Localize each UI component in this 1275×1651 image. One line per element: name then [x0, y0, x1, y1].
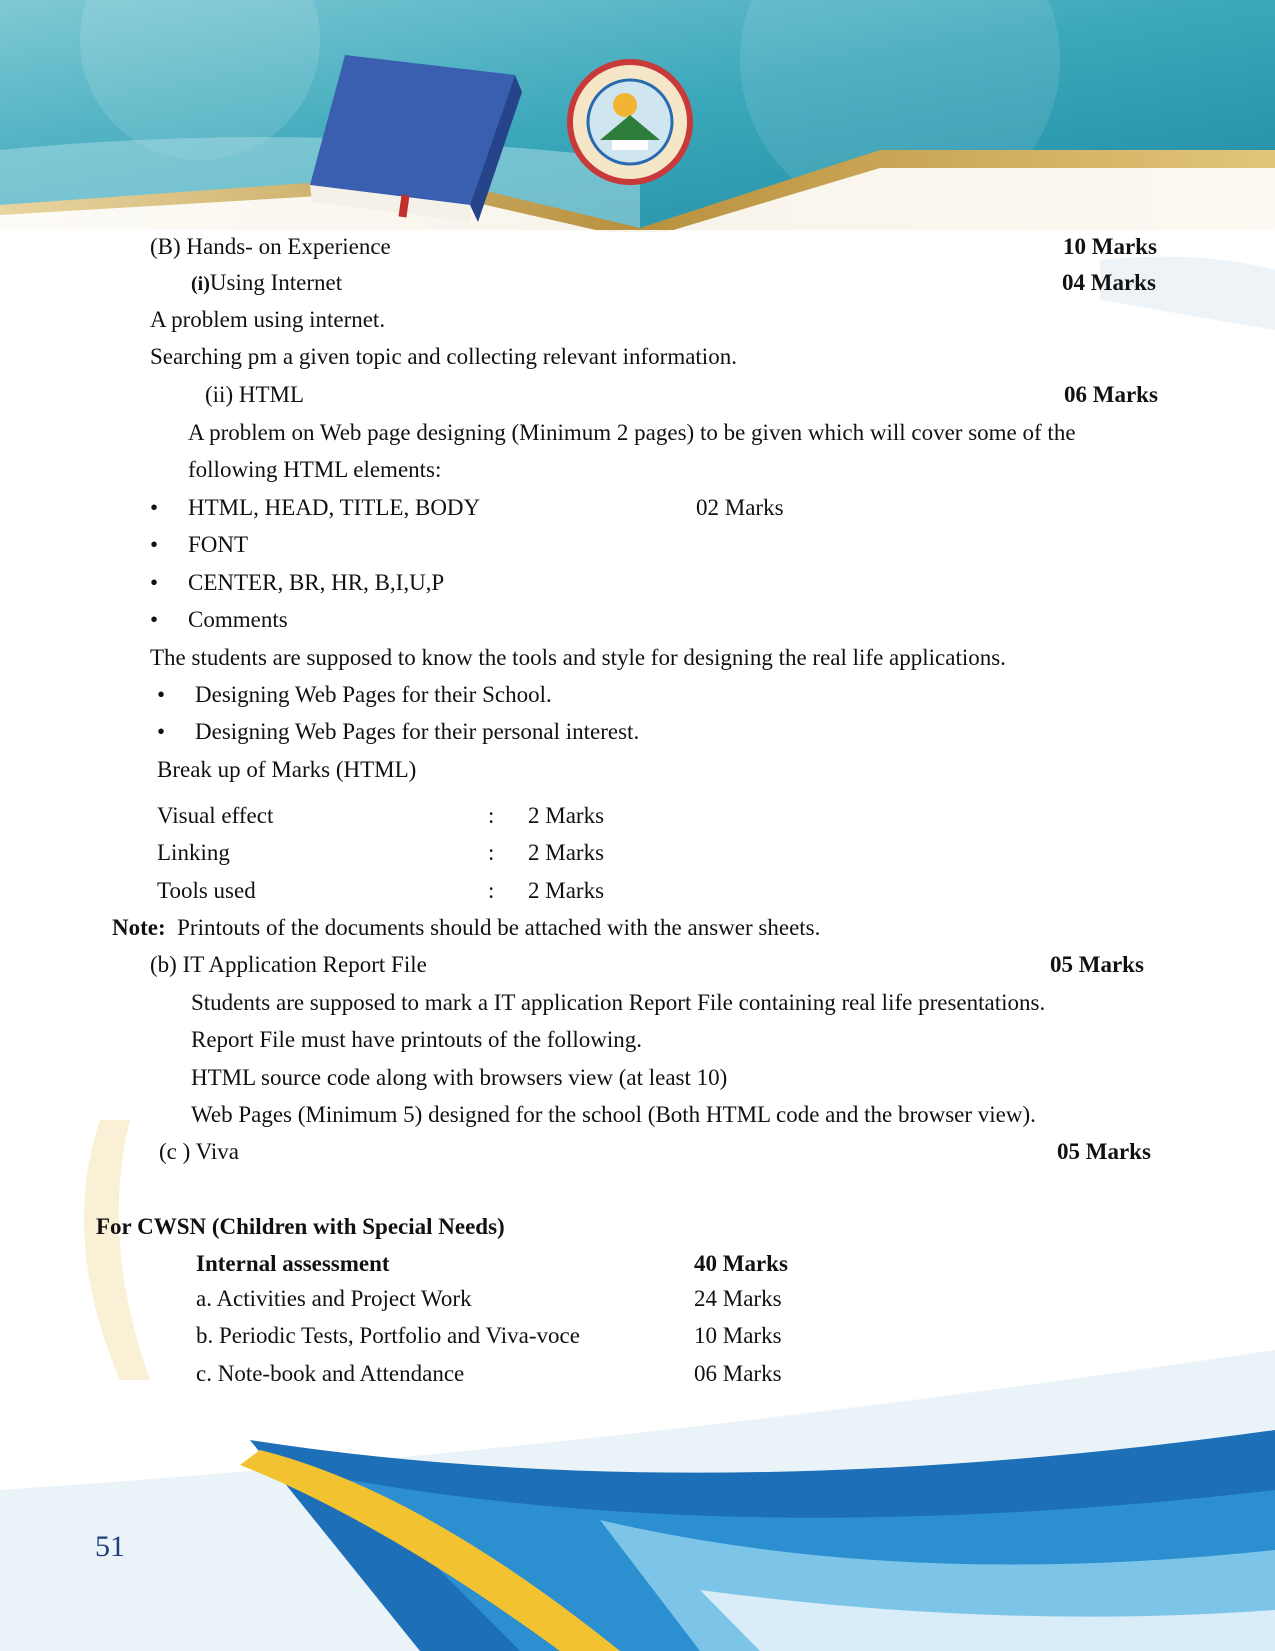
it-report-line-1: Students are supposed to mark a IT application Report File containing real life presentations. — [191, 990, 1046, 1015]
it-report-line-3: HTML source code along with browsers view (at least 10) — [191, 1065, 728, 1090]
section-b-line-2: Searching pm a given topic and collecting relevant information. — [150, 344, 737, 369]
element-item-1-marks: 02 Marks — [696, 495, 784, 520]
cwsn-row-1-marks: 24 Marks — [694, 1286, 782, 1311]
section-b-marks: 10 Marks — [1063, 234, 1157, 259]
book-subtitle — [380, 150, 381, 151]
element-item-1: HTML, HEAD, TITLE, BODY — [188, 495, 481, 520]
board-seal-icon — [570, 62, 690, 182]
book-title — [360, 90, 361, 91]
it-report-line-2: Report File must have printouts of the following. — [191, 1027, 643, 1052]
element-item-3: CENTER, BR, HR, B,I,U,P — [188, 570, 445, 595]
bullet-icon: • — [150, 495, 159, 520]
viva-title: (c ) Viva — [159, 1139, 239, 1164]
it-report-marks: 05 Marks — [1050, 952, 1144, 977]
breakup-sep-2: : — [488, 840, 495, 865]
viva-marks: 05 Marks — [1057, 1139, 1151, 1164]
note-text: Printouts of the documents should be attached with the answer sheets. — [177, 915, 821, 940]
element-item-4: Comments — [188, 607, 288, 632]
breakup-label-2: Linking — [157, 840, 230, 865]
designing-item-2: Designing Web Pages for their personal interest. — [195, 719, 640, 744]
breakup-sep-1: : — [488, 803, 495, 828]
note-label: Note: — [112, 915, 166, 940]
students-line: The students are supposed to know the tools and style for designing the real life applications. — [150, 645, 1006, 670]
sub-i-marks: 04 Marks — [1062, 270, 1156, 295]
page-number: 51 — [95, 1530, 125, 1563]
breakup-sep-3: : — [488, 878, 495, 903]
sub-i-num: (i) — [191, 273, 210, 295]
html-desc-line-1: A problem on Web page designing (Minimum 2 pages) to be given which will cover some of the — [188, 420, 1076, 445]
breakup-title: Break up of Marks (HTML) — [157, 757, 417, 782]
sub-i-title — [191, 268, 342, 299]
cwsn-head-label: Internal assessment — [196, 1251, 390, 1276]
cwsn-row-3-label: c. Note-book and Attendance — [196, 1361, 465, 1386]
sub-i-label: Using Internet — [209, 270, 343, 295]
it-report-title: (b) IT Application Report File — [150, 952, 427, 977]
cwsn-row-3-marks: 06 Marks — [694, 1361, 782, 1386]
bullet-icon: • — [157, 682, 166, 707]
designing-item-1: Designing Web Pages for their School. — [195, 682, 552, 707]
breakup-marks-2: 2 Marks — [528, 840, 605, 865]
seal-text — [600, 100, 601, 101]
element-item-2: FONT — [188, 532, 249, 557]
cwsn-title: For CWSN (Children with Special Needs) — [96, 1214, 505, 1239]
cwsn-head-marks: 40 Marks — [694, 1251, 788, 1276]
it-report-line-4: Web Pages (Minimum 5) designed for the school (Both HTML code and the browser view). — [191, 1102, 1036, 1127]
html-desc-line-2: following HTML elements: — [188, 457, 442, 482]
cwsn-row-1-label: a. Activities and Project Work — [196, 1286, 472, 1311]
bullet-icon: • — [150, 570, 159, 595]
bullet-icon: • — [150, 532, 159, 557]
bullet-icon: • — [150, 607, 159, 632]
sub-ii-marks: 06 Marks — [1064, 382, 1158, 407]
breakup-marks-1: 2 Marks — [528, 803, 605, 828]
note — [112, 913, 820, 943]
bullet-icon: • — [157, 719, 166, 744]
section-b-line-1: A problem using internet. — [150, 307, 386, 332]
section-b-title: (B) Hands- on Experience — [150, 234, 391, 259]
sub-ii-title: (ii) HTML — [205, 382, 305, 407]
breakup-label-1: Visual effect — [157, 803, 274, 828]
cwsn-row-2-label: b. Periodic Tests, Portfolio and Viva-voce — [196, 1323, 580, 1348]
cwsn-row-2-marks: 10 Marks — [694, 1323, 782, 1348]
breakup-marks-3: 2 Marks — [528, 878, 605, 903]
breakup-label-3: Tools used — [157, 878, 256, 903]
